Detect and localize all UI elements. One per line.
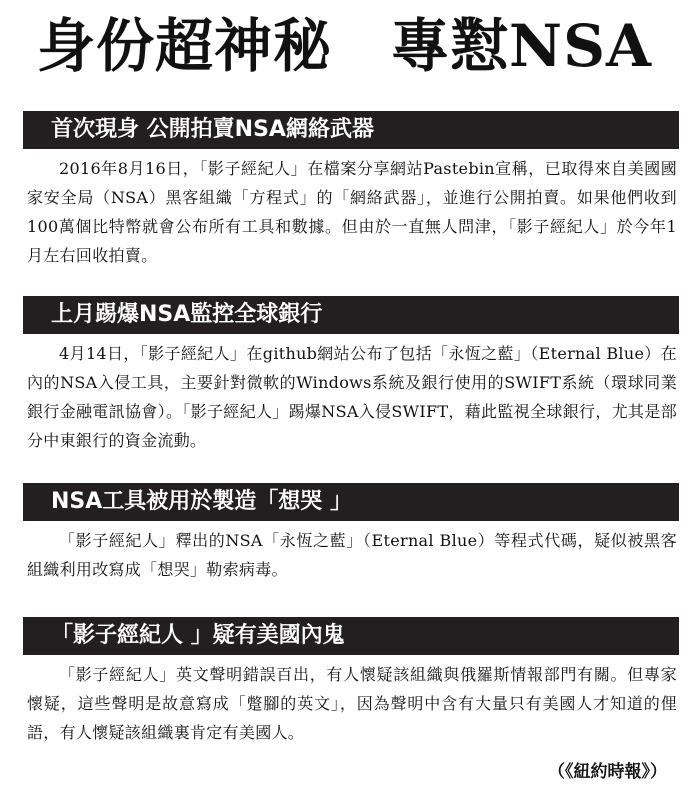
- section-heading: NSA工具被用於製造「想哭 」: [23, 483, 679, 521]
- section-body: [23, 154, 679, 270]
- page-headline: 身份超神秘 專懟NSA: [37, 12, 652, 80]
- section-bank-monitoring: [23, 296, 679, 455]
- section-heading: 上月踢爆NSA監控全球銀行: [23, 296, 679, 334]
- section-wannacry: [23, 483, 679, 584]
- section-paragraph: 「影子經紀人」英文聲明錯誤百出，有人懷疑該組織與俄羅斯情報部門有關。但專家懷疑，這些聲明是故意寫成「蹩腳的英文」，因為聲明中含有大量只有美國人才知道的俚語，有人懷疑該組織裏肯定有美國人。: [27, 665, 677, 742]
- section-paragraph: 「影子經紀人」釋出的NSA「永恆之藍」（Eternal Blue）等程式代碼，疑似被黑客組織利用改寫成「想哭」勒索病毒。: [27, 531, 677, 579]
- section-insider: [23, 617, 679, 747]
- source-credit: （《紐約時報》）: [548, 762, 667, 782]
- section-paragraph: 4月14日，「影子經紀人」在github網站公布了包括「永恆之藍」（Eternal Blue）在內的NSA入侵工具，主要針對微軟的Windows系統及銀行使用的SWIFT系統（環球同業銀行金融電訊協會）。「影子經紀人」踢爆NSA入侵SWIFT，藉此監視全球銀行，尤其是部分中東銀行的資金流動。: [27, 344, 677, 450]
- section-body: [23, 660, 679, 747]
- section-heading: 首次現身 公開拍賣NSA網絡武器: [23, 111, 679, 149]
- section-body: [23, 339, 679, 455]
- section-body: [23, 526, 679, 584]
- section-heading: 「影子經紀人 」疑有美國內鬼: [23, 617, 679, 655]
- section-first-appearance: [23, 111, 679, 270]
- section-paragraph: 2016年8月16日，「影子經紀人」在檔案分享網站Pastebin宣稱，已取得來自美國國家安全局（NSA）黑客組織「方程式」的「網絡武器」，並進行公開拍賣。如果他們收到100萬個比特幣就會公布所有工具和數據。但由於一直無人問津，「影子經紀人」於今年1月左右回收拍賣。: [27, 159, 677, 265]
